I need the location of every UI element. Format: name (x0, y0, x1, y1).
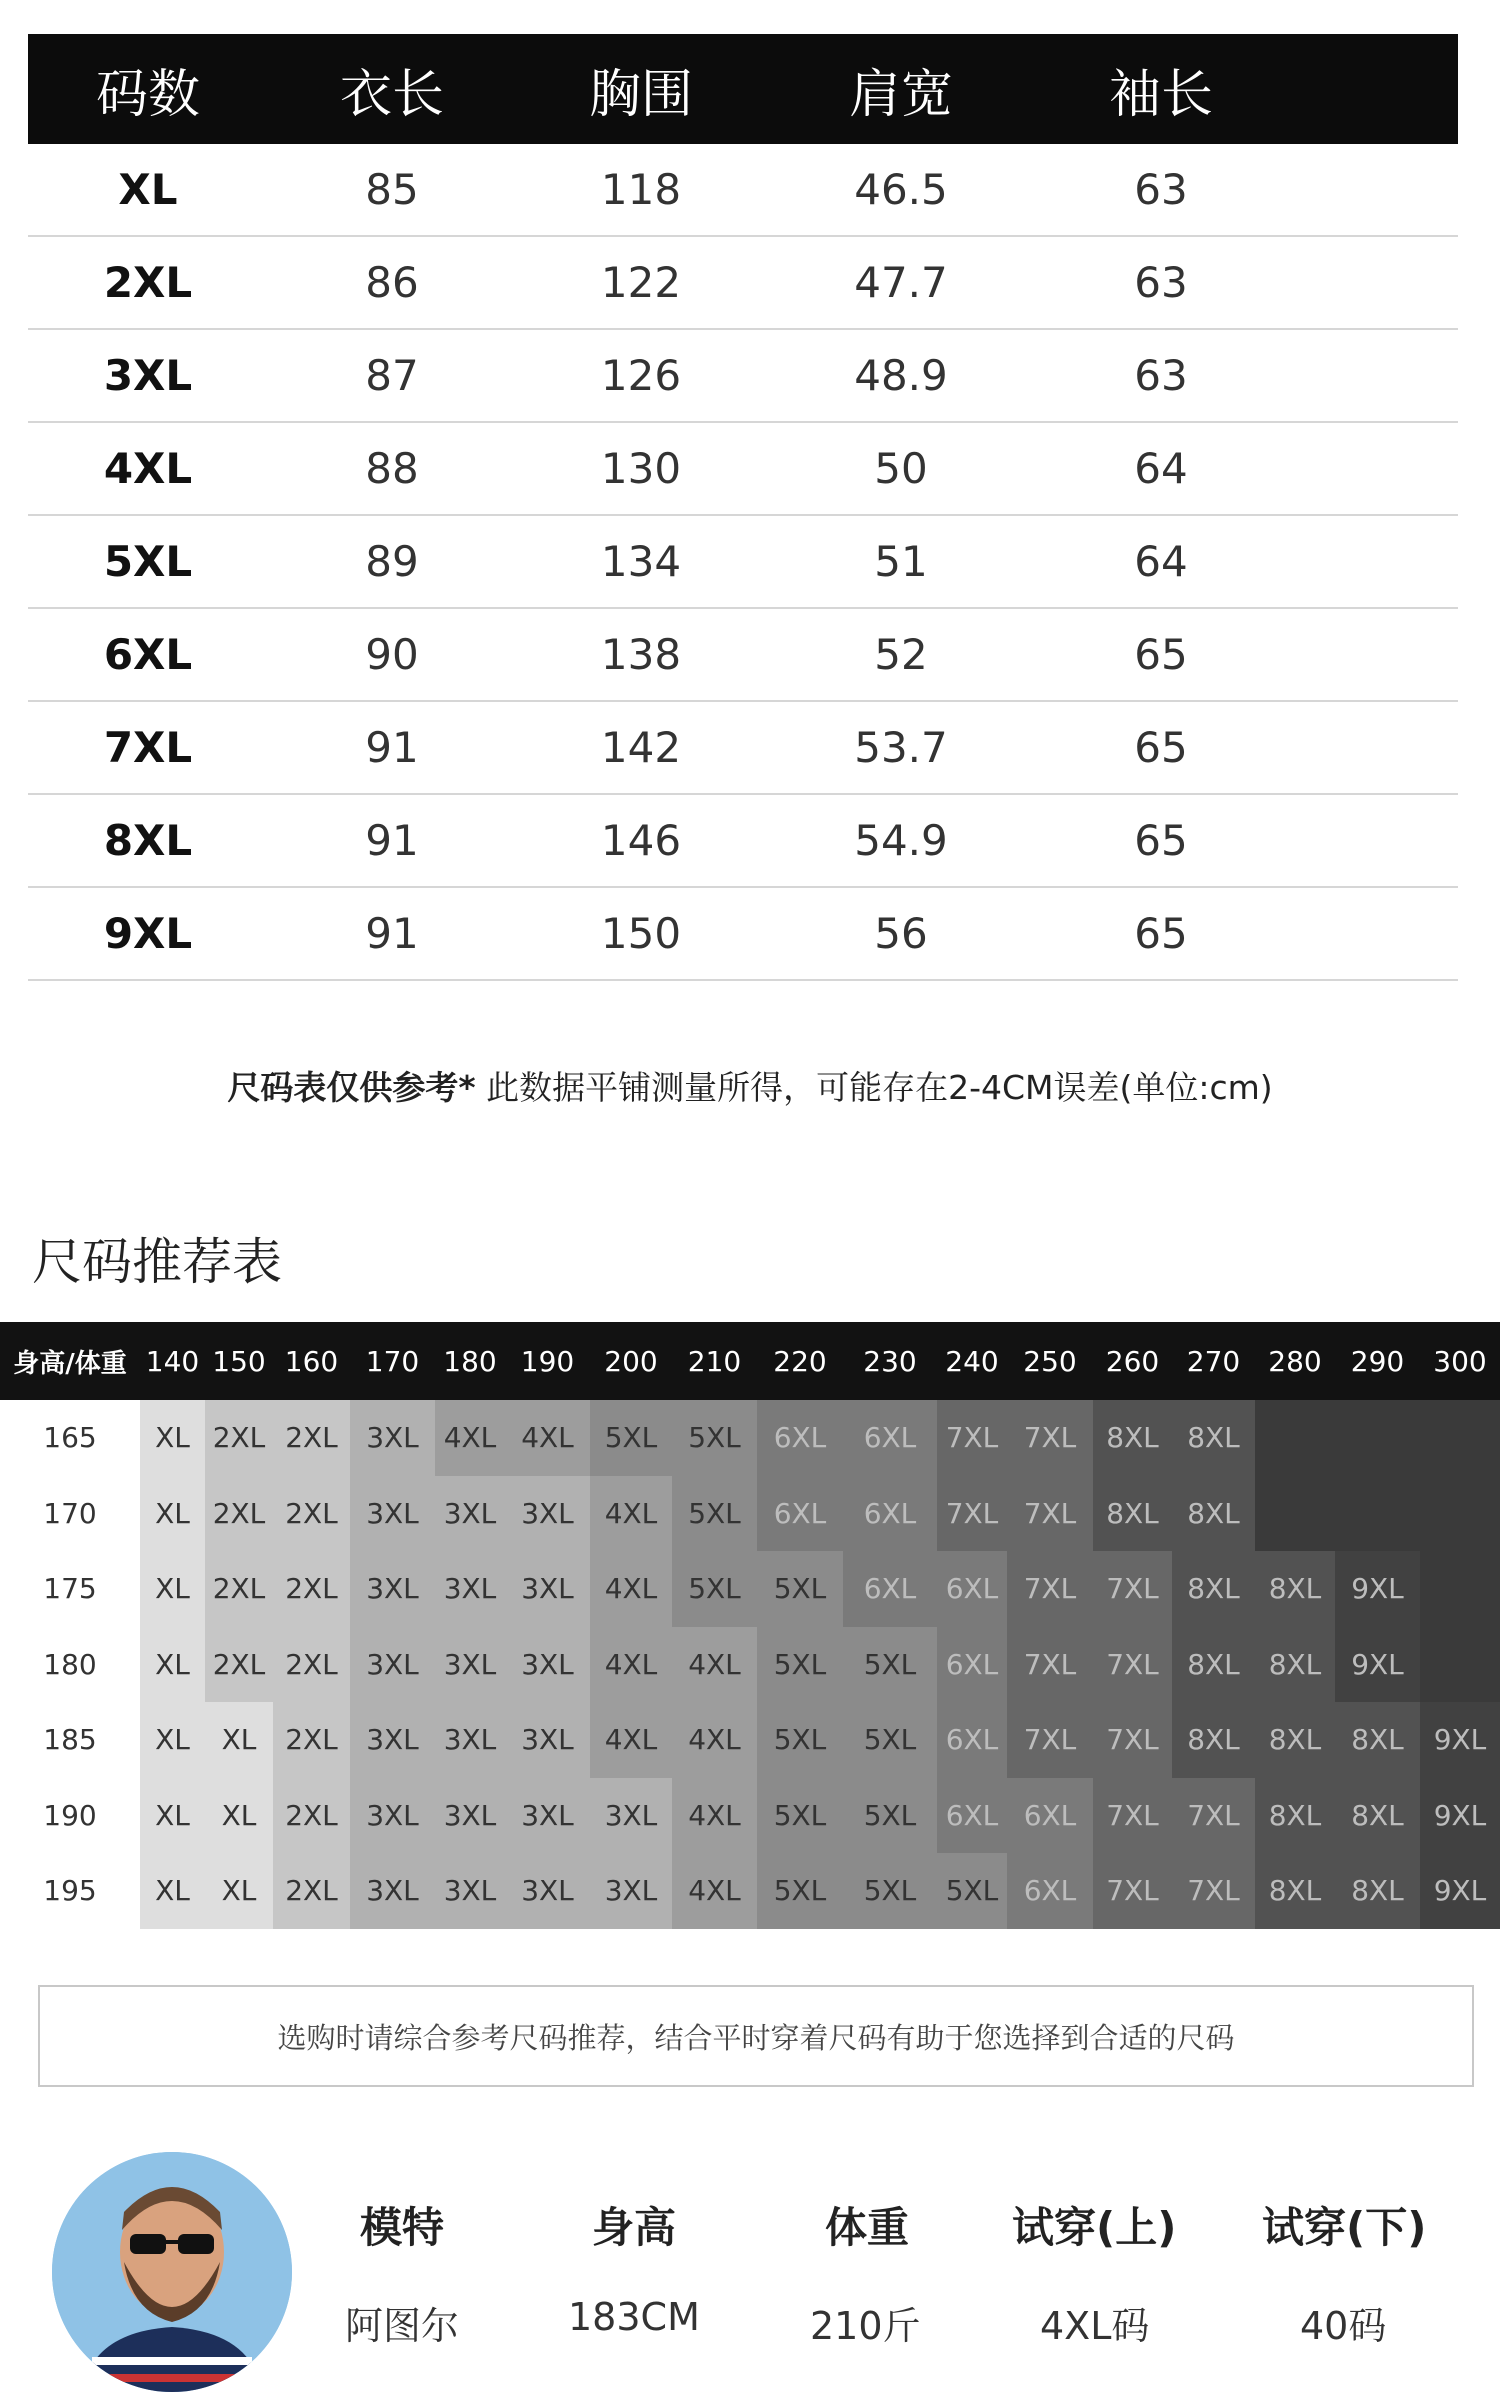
grid-size-cell: 2XL (205, 1551, 273, 1627)
size-value: 142 (600, 723, 682, 772)
grid-size-cell: 3XL (350, 1627, 435, 1703)
grid-weight-header: 250 (1023, 1344, 1077, 1378)
grid-size-cell: 3XL (435, 1627, 505, 1703)
grid-size-cell (1420, 1551, 1500, 1627)
grid-size-cell: 6XL (843, 1551, 937, 1627)
grid-size-cell: 5XL (590, 1400, 672, 1476)
grid-size-cell (1420, 1400, 1500, 1476)
grid-size-cell: 4XL (590, 1702, 672, 1778)
grid-size-cell: 7XL (1007, 1702, 1093, 1778)
grid-size-cell: 4XL (672, 1778, 757, 1854)
grid-size-cell: 8XL (1093, 1400, 1172, 1476)
grid-size-cell: 5XL (672, 1551, 757, 1627)
grid-size-cell: XL (140, 1551, 205, 1627)
grid-size-cell: 5XL (757, 1702, 843, 1778)
size-table-header (28, 34, 1458, 144)
grid-weight-header: 290 (1350, 1344, 1405, 1378)
grid-weight-header: 210 (687, 1344, 742, 1378)
grid-size-cell: 3XL (350, 1702, 435, 1778)
grid-size-cell: 6XL (757, 1476, 843, 1552)
grid-weight-header: 190 (520, 1344, 575, 1378)
grid-size-cell: 8XL (1172, 1551, 1255, 1627)
grid-size-cell: 8XL (1255, 1778, 1335, 1854)
size-table-body (28, 144, 1458, 981)
grid-size-cell: 3XL (435, 1778, 505, 1854)
model-height: 183CM (568, 2295, 700, 2339)
grid-size-cell: 2XL (273, 1853, 350, 1929)
size-value: 54.9 (854, 816, 948, 865)
size-value: 86 (365, 258, 419, 307)
grid-size-cell: XL (205, 1702, 273, 1778)
size-value: 65 (1134, 816, 1188, 865)
grid-weight-header: 260 (1105, 1344, 1160, 1378)
header-shoulder: 肩宽 (848, 64, 953, 125)
grid-size-cell: 6XL (843, 1476, 937, 1552)
grid-size-cell: 4XL (590, 1627, 672, 1703)
grid-size-cell: 3XL (505, 1853, 590, 1929)
grid-size-cell: 5XL (672, 1476, 757, 1552)
size-value: 122 (600, 258, 682, 307)
grid-size-cell: 7XL (1093, 1551, 1172, 1627)
size-value: 91 (365, 816, 419, 865)
grid-size-cell: 3XL (350, 1853, 435, 1929)
size-value: 65 (1134, 909, 1188, 958)
header-length: 衣长 (339, 64, 444, 125)
grid-size-cell: 2XL (273, 1551, 350, 1627)
grid-size-cell: 3XL (505, 1702, 590, 1778)
size-row (28, 423, 1458, 516)
grid-size-cell: 5XL (672, 1400, 757, 1476)
size-label: 4XL (103, 444, 193, 493)
size-value: 63 (1134, 165, 1188, 214)
grid-weight-header: 150 (212, 1344, 266, 1378)
grid-weight-header: 220 (773, 1344, 827, 1378)
grid-size-cell: 6XL (843, 1400, 937, 1476)
size-label: 5XL (103, 537, 193, 586)
size-row (28, 330, 1458, 423)
grid-size-cell: 3XL (590, 1778, 672, 1854)
grid-weight-header: 300 (1433, 1344, 1487, 1378)
size-value: 64 (1134, 537, 1188, 586)
grid-size-cell: 5XL (843, 1627, 937, 1703)
size-row (28, 702, 1458, 795)
grid-corner-label: 身高/体重 (13, 1348, 127, 1379)
grid-size-cell: 3XL (505, 1476, 590, 1552)
grid-size-cell: 9XL (1420, 1778, 1500, 1854)
grid-size-cell: 6XL (937, 1778, 1007, 1854)
grid-size-cell: 2XL (273, 1778, 350, 1854)
grid-size-cell: 7XL (1172, 1853, 1255, 1929)
grid-size-cell (1420, 1476, 1500, 1552)
grid-size-cell: 8XL (1255, 1853, 1335, 1929)
size-value: 87 (365, 351, 419, 400)
size-value: 56 (874, 909, 928, 958)
grid-size-cell: 8XL (1335, 1778, 1420, 1854)
grid-size-cell: 7XL (1007, 1400, 1093, 1476)
model-bottom-size: 40码 (1300, 2304, 1387, 2348)
model-header-height: 身高 (592, 2203, 677, 2252)
grid-weight-header: 240 (945, 1344, 999, 1378)
grid-size-cell: 2XL (205, 1476, 273, 1552)
size-value: 63 (1134, 351, 1188, 400)
grid-size-cell: XL (140, 1702, 205, 1778)
size-value: 47.7 (854, 258, 948, 307)
grid-size-cell: 6XL (757, 1400, 843, 1476)
grid-size-cell: 3XL (505, 1778, 590, 1854)
grid-size-cell: 4XL (590, 1476, 672, 1552)
grid-size-cell: 7XL (1093, 1702, 1172, 1778)
grid-size-cell: 3XL (350, 1551, 435, 1627)
grid-size-cell: 3XL (435, 1702, 505, 1778)
grid-size-cell: 2XL (273, 1627, 350, 1703)
grid-weight-header: 140 (145, 1344, 200, 1378)
grid-size-cell: 3XL (435, 1853, 505, 1929)
grid-size-cell: 3XL (590, 1853, 672, 1929)
advice-box: 选购时请综合参考尺码推荐，结合平时穿着尺码有助于您选择到合适的尺码 (38, 1985, 1474, 2087)
grid-size-cell: 4XL (590, 1551, 672, 1627)
grid-size-cell: 5XL (843, 1853, 937, 1929)
grid-size-cell: 8XL (1172, 1400, 1255, 1476)
grid-size-cell: 7XL (1007, 1627, 1093, 1703)
grid-size-cell (1255, 1400, 1335, 1476)
grid-size-cell (1255, 1476, 1335, 1552)
model-header-name: 模特 (360, 2203, 445, 2252)
grid-size-cell: XL (205, 1853, 273, 1929)
size-row (28, 609, 1458, 702)
grid-size-cell: 4XL (672, 1853, 757, 1929)
grid-size-cell: 4XL (672, 1702, 757, 1778)
size-label: 8XL (103, 816, 193, 865)
size-label: 2XL (103, 258, 193, 307)
grid-size-cell: 8XL (1255, 1551, 1335, 1627)
size-row (28, 888, 1458, 981)
grid-size-cell: 2XL (273, 1400, 350, 1476)
recommendation-title: 尺码推荐表 (32, 1233, 282, 1291)
model-table-header (300, 2195, 1480, 2255)
size-value: 91 (365, 909, 419, 958)
grid-size-cell: 5XL (937, 1853, 1007, 1929)
grid-size-cell: 7XL (1093, 1853, 1172, 1929)
model-header-top: 试穿(上) (1012, 2203, 1177, 2252)
grid-size-cell: 2XL (205, 1627, 273, 1703)
grid-size-cell: 3XL (350, 1778, 435, 1854)
size-label: 6XL (103, 630, 193, 679)
grid-height-label: 195 (0, 1853, 140, 1929)
size-value: 63 (1134, 258, 1188, 307)
size-label: 7XL (103, 723, 193, 772)
grid-size-cell: XL (140, 1627, 205, 1703)
grid-weight-header: 180 (443, 1344, 497, 1378)
model-header-bottom: 试穿(下) (1262, 2203, 1427, 2252)
grid-size-cell: 9XL (1420, 1853, 1500, 1929)
grid-size-cell: 7XL (1093, 1627, 1172, 1703)
size-value: 130 (600, 444, 682, 493)
grid-size-cell: 9XL (1420, 1702, 1500, 1778)
size-table (28, 34, 1458, 981)
size-row (28, 795, 1458, 888)
grid-size-cell (1420, 1627, 1500, 1703)
grid-size-cell: 2XL (273, 1476, 350, 1552)
size-note-text: 此数据平铺测量所得，可能存在2-4CM误差(单位:cm) (475, 1068, 1273, 1107)
size-value: 91 (365, 723, 419, 772)
grid-size-cell: XL (140, 1476, 205, 1552)
grid-size-cell: 9XL (1335, 1551, 1420, 1627)
grid-size-cell: 5XL (843, 1702, 937, 1778)
size-value: 90 (365, 630, 419, 679)
grid-size-cell: 6XL (1007, 1778, 1093, 1854)
grid-size-cell: 7XL (1172, 1778, 1255, 1854)
size-row (28, 144, 1458, 237)
size-value: 46.5 (854, 165, 948, 214)
recommendation-grid (0, 1322, 1500, 1929)
size-value: 89 (365, 537, 419, 586)
model-avatar (52, 2152, 292, 2392)
size-note (0, 1062, 1500, 1109)
grid-size-cell: 4XL (435, 1400, 505, 1476)
grid-size-cell: 2XL (205, 1400, 273, 1476)
grid-weight-header: 280 (1268, 1344, 1322, 1378)
size-value: 52 (874, 630, 928, 679)
header-sleeve: 袖长 (1108, 64, 1213, 125)
model-name: 阿图尔 (345, 2304, 460, 2348)
grid-size-cell: 8XL (1255, 1627, 1335, 1703)
grid-weight-header: 200 (604, 1344, 658, 1378)
grid-size-cell: 8XL (1335, 1853, 1420, 1929)
size-value: 88 (365, 444, 419, 493)
size-note-bold: 尺码表仅供参考* (227, 1068, 476, 1107)
size-row (28, 516, 1458, 609)
grid-size-cell: XL (140, 1778, 205, 1854)
grid-weight-header: 270 (1186, 1344, 1241, 1378)
grid-size-cell: 6XL (937, 1627, 1007, 1703)
size-row (28, 237, 1458, 330)
grid-size-cell: 6XL (937, 1702, 1007, 1778)
size-value: 134 (600, 537, 682, 586)
grid-size-cell: XL (140, 1400, 205, 1476)
size-value: 65 (1134, 723, 1188, 772)
size-value: 85 (365, 165, 419, 214)
model-table-row (300, 2295, 1480, 2355)
grid-size-cell: XL (140, 1853, 205, 1929)
grid-size-cell: 3XL (435, 1476, 505, 1552)
grid-size-cell: 3XL (505, 1551, 590, 1627)
model-top-size: 4XL码 (1040, 2304, 1150, 2348)
model-photo (52, 2152, 292, 2392)
size-value: 150 (600, 909, 682, 958)
grid-size-cell: 4XL (505, 1400, 590, 1476)
grid-height-label: 185 (0, 1702, 140, 1778)
header-chest: 胸围 (588, 64, 693, 125)
size-label: 3XL (103, 351, 193, 400)
size-label: 9XL (103, 909, 193, 958)
header-size: 码数 (95, 64, 200, 125)
grid-size-cell: 8XL (1255, 1702, 1335, 1778)
grid-size-cell: 5XL (843, 1778, 937, 1854)
size-value: 118 (600, 165, 682, 214)
grid-size-cell: 7XL (1007, 1476, 1093, 1552)
grid-height-label: 165 (0, 1400, 140, 1476)
grid-size-cell: 9XL (1335, 1627, 1420, 1703)
grid-size-cell: 7XL (937, 1476, 1007, 1552)
size-value: 50 (874, 444, 928, 493)
grid-size-cell (1335, 1400, 1420, 1476)
size-value: 53.7 (854, 723, 948, 772)
grid-height-label: 190 (0, 1778, 140, 1854)
grid-size-cell: 3XL (350, 1400, 435, 1476)
grid-height-label: 170 (0, 1476, 140, 1552)
size-value: 146 (600, 816, 682, 865)
model-weight: 210斤 (810, 2304, 921, 2348)
model-header-weight: 体重 (825, 2203, 910, 2252)
grid-weight-header: 160 (284, 1344, 339, 1378)
grid-size-cell: 2XL (273, 1702, 350, 1778)
grid-size-cell (1335, 1476, 1420, 1552)
grid-weight-header: 230 (863, 1344, 917, 1378)
grid-height-label: 175 (0, 1551, 140, 1627)
size-value: 48.9 (854, 351, 948, 400)
size-value: 51 (874, 537, 928, 586)
size-label: XL (118, 165, 178, 214)
grid-size-cell: 7XL (1093, 1778, 1172, 1854)
grid-size-cell: 8XL (1172, 1627, 1255, 1703)
size-value: 138 (600, 630, 682, 679)
grid-size-cell: 3XL (435, 1551, 505, 1627)
grid-size-cell: 5XL (757, 1778, 843, 1854)
size-value: 65 (1134, 630, 1188, 679)
grid-size-cell: 7XL (1007, 1551, 1093, 1627)
grid-size-cell: 5XL (757, 1853, 843, 1929)
grid-size-cell: 5XL (757, 1627, 843, 1703)
size-value: 126 (600, 351, 682, 400)
grid-size-cell: 8XL (1172, 1702, 1255, 1778)
grid-weight-header: 170 (365, 1344, 420, 1378)
grid-size-cell: 5XL (757, 1551, 843, 1627)
grid-size-cell: 6XL (1007, 1853, 1093, 1929)
grid-height-label: 180 (0, 1627, 140, 1703)
size-value: 64 (1134, 444, 1188, 493)
grid-size-cell: 7XL (937, 1400, 1007, 1476)
grid-size-cell: 3XL (350, 1476, 435, 1552)
grid-size-cell: XL (205, 1778, 273, 1854)
grid-size-cell: 6XL (937, 1551, 1007, 1627)
grid-size-cell: 3XL (505, 1627, 590, 1703)
grid-size-cell: 8XL (1093, 1476, 1172, 1552)
grid-size-cell: 8XL (1172, 1476, 1255, 1552)
grid-size-cell: 4XL (672, 1627, 757, 1703)
grid-size-cell: 8XL (1335, 1702, 1420, 1778)
